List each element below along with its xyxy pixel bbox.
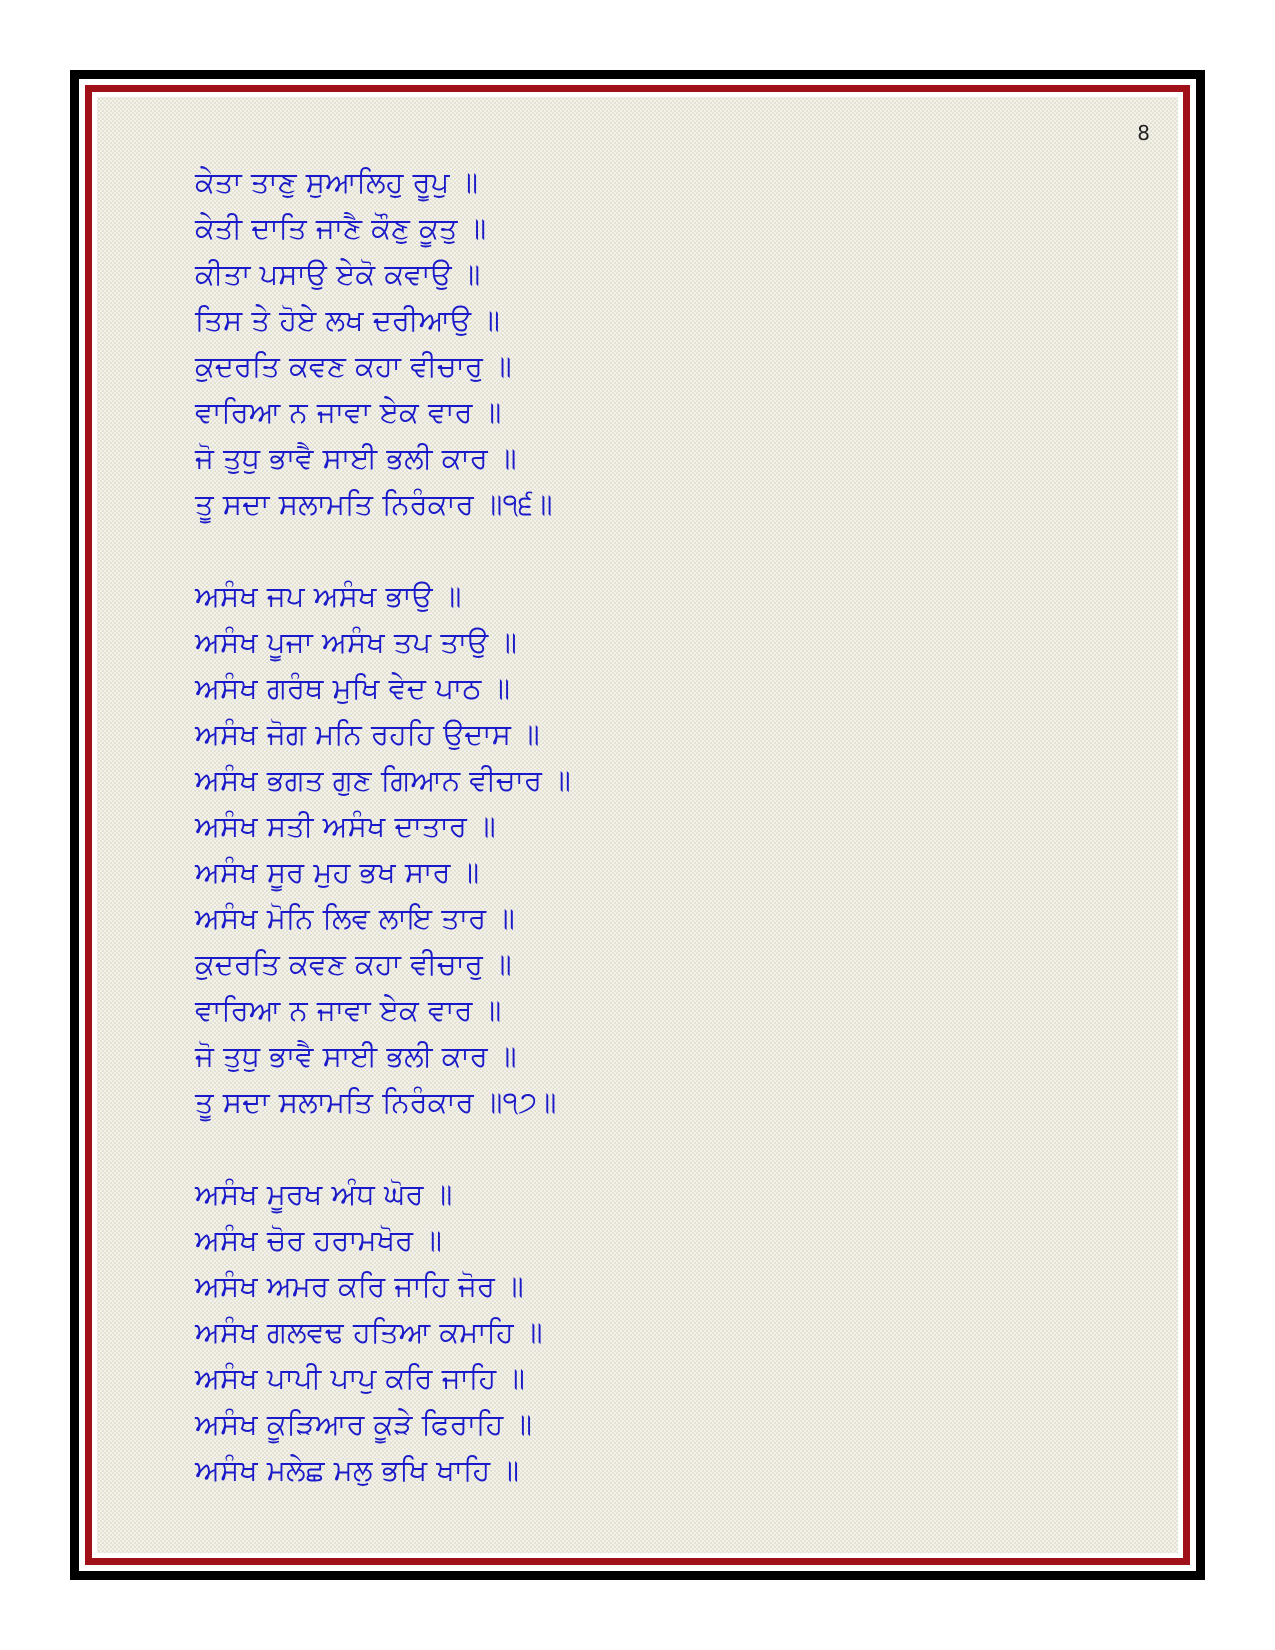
verse-line: ਅਸੰਖ ਮੋਨਿ ਲਿਵ ਲਾਇ ਤਾਰ ॥: [195, 901, 515, 935]
verse-line: ਤਿਸ ਤੇ ਹੋਏ ਲਖ ਦਰੀਆਉ ॥: [195, 303, 500, 337]
page-content-area: [97, 97, 1178, 1553]
verse-line: ਵਾਰਿਆ ਨ ਜਾਵਾ ਏਕ ਵਾਰ ॥: [195, 395, 502, 429]
verse-line: ਵਾਰਿਆ ਨ ਜਾਵਾ ਏਕ ਵਾਰ ॥: [195, 993, 502, 1027]
verse-line: ਕੇਤੀ ਦਾਤਿ ਜਾਣੈ ਕੌਣੁ ਕੂਤੁ ॥: [195, 211, 487, 245]
verse-line: ਅਸੰਖ ਜੋਗ ਮਨਿ ਰਹਹਿ ਉਦਾਸ ॥: [195, 717, 540, 751]
verse-line: ਅਸੰਖ ਪੂਜਾ ਅਸੰਖ ਤਪ ਤਾਉ ॥: [195, 625, 517, 659]
page-border-outer: [70, 70, 1205, 1580]
verse-line: ਅਸੰਖ ਭਗਤ ਗੁਣ ਗਿਆਨ ਵੀਚਾਰ ॥: [195, 763, 571, 797]
verse-line: ਅਸੰਖ ਮੂਰਖ ਅੰਧ ਘੋਰ ॥: [195, 1177, 453, 1211]
verse-line: ਅਸੰਖ ਚੋਰ ਹਰਾਮਖੋਰ ॥: [195, 1223, 442, 1257]
verse-line: ਜੋ ਤੁਧੁ ਭਾਵੈ ਸਾਈ ਭਲੀ ਕਾਰ ॥: [195, 441, 517, 475]
stanza: [195, 573, 1095, 1125]
verse-line: ਜੋ ਤੁਧੁ ਭਾਵੈ ਸਾਈ ਭਲੀ ਕਾਰ ॥: [195, 1039, 517, 1073]
verse-line: ਕੁਦਰਤਿ ਕਵਣ ਕਹਾ ਵੀਚਾਰੁ ॥: [195, 349, 512, 383]
verse-line: ਤੂ ਸਦਾ ਸਲਾਮਤਿ ਨਿਰੰਕਾਰ ॥੧੭॥: [195, 1085, 557, 1119]
page-number: 8: [1137, 121, 1150, 145]
verse-line: ਕੇਤਾ ਤਾਣੁ ਸੁਆਲਿਹੁ ਰੂਪੁ ॥: [195, 165, 479, 199]
verse-line: ਅਸੰਖ ਅਮਰ ਕਰਿ ਜਾਹਿ ਜੋਰ ॥: [195, 1269, 524, 1303]
verse-line: ਅਸੰਖ ਸਤੀ ਅਸੰਖ ਦਾਤਾਰ ॥: [195, 809, 496, 843]
verse-line: ਕੁਦਰਤਿ ਕਵਣ ਕਹਾ ਵੀਚਾਰੁ ॥: [195, 947, 512, 981]
verse-line: ਅਸੰਖ ਜਪ ਅਸੰਖ ਭਾਉ ॥: [195, 579, 462, 613]
verse-line: ਅਸੰਖ ਗਰੰਥ ਮੁਖਿ ਵੇਦ ਪਾਠ ॥: [195, 671, 511, 705]
verse-line: ਅਸੰਖ ਪਾਪੀ ਪਾਪੁ ਕਰਿ ਜਾਹਿ ॥: [195, 1361, 525, 1395]
verse-line: ਕੀਤਾ ਪਸਾਉ ਏਕੋ ਕਵਾਉ ॥: [195, 257, 481, 291]
stanza: [195, 159, 1095, 527]
verse-line: ਅਸੰਖ ਕੂੜਿਆਰ ਕੂੜੇ ਫਿਰਾਹਿ ॥: [195, 1407, 533, 1441]
page-border-inner: [85, 85, 1190, 1565]
verse-line: ਅਸੰਖ ਮਲੇਛ ਮਲੁ ਭਖਿ ਖਾਹਿ ॥: [195, 1453, 519, 1487]
verse-line: ਤੂ ਸਦਾ ਸਲਾਮਤਿ ਨਿਰੰਕਾਰ ॥੧੬॥: [195, 487, 553, 521]
stanza: [195, 1171, 1095, 1493]
verse-block: [195, 159, 1095, 1539]
verse-line: ਅਸੰਖ ਗਲਵਢ ਹਤਿਆ ਕਮਾਹਿ ॥: [195, 1315, 543, 1349]
verse-line: ਅਸੰਖ ਸੂਰ ਮੁਹ ਭਖ ਸਾਰ ॥: [195, 855, 480, 889]
